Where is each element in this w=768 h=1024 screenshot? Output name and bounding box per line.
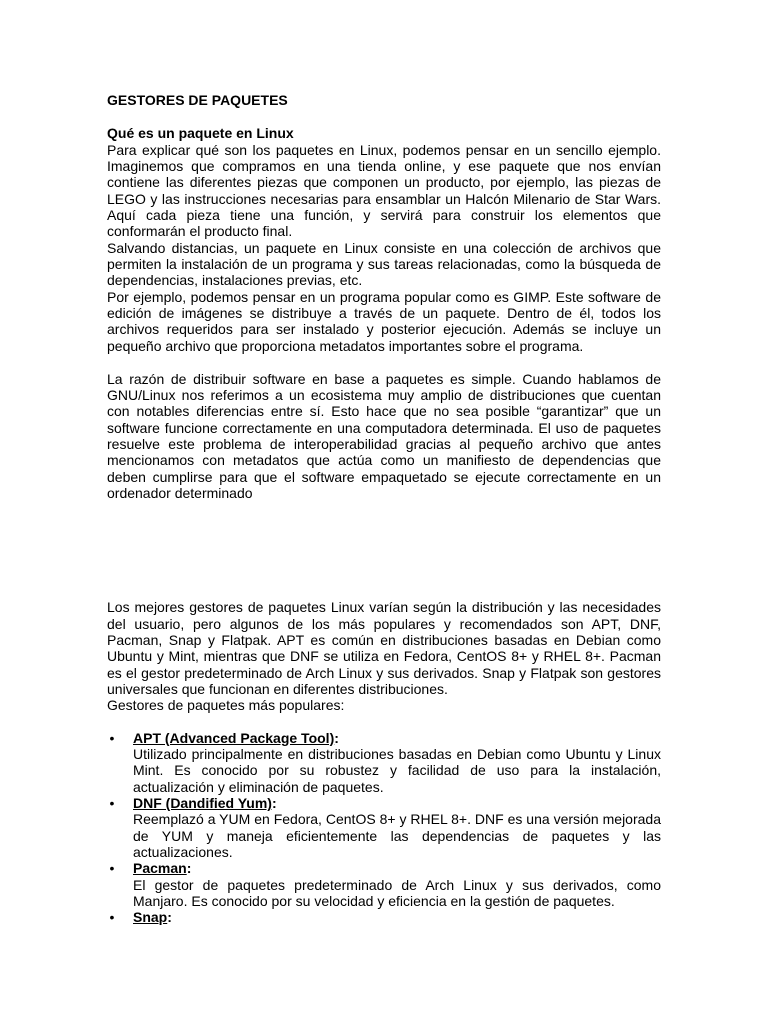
paragraph-intro-2: Salvando distancias, un paquete en Linux consiste en una colección de archivos que permiten la instalación de un programa y sus tareas relacionadas, como la búsqueda de dependencias, instalaciones previas, etc. xyxy=(107,239,661,289)
blank-line xyxy=(107,354,661,370)
document-page xyxy=(107,92,661,926)
list-item-snap xyxy=(107,909,661,925)
managers-list xyxy=(107,730,661,926)
paragraph-intro-3: Por ejemplo, podemos pensar en un programa popular como es GIMP. Este software de edición de imágenes se distribuye a través de un paquete. Dentro de él, todos los archivos requeridos para ser instalado y posterior ejecución. Además se incluye un pequeño archivo que proporciona metadatos importantes sobre el programa. xyxy=(107,288,661,354)
list-item-pacman xyxy=(107,860,661,909)
manager-colon: : xyxy=(186,860,192,877)
manager-name: Snap xyxy=(133,909,168,926)
bullet-icon: • xyxy=(109,909,115,926)
bullet-icon: • xyxy=(109,860,115,877)
section-heading: Qué es un paquete en Linux xyxy=(107,125,294,142)
manager-name: DNF (Dandified Yum) xyxy=(133,795,272,812)
list-intro: Gestores de paquetes más populares: xyxy=(107,697,345,714)
manager-name: APT (Advanced Package Tool) xyxy=(133,729,335,746)
paragraph-best-managers: Los mejores gestores de paquetes Linux varían según la distribución y las necesidades del usuario, pero algunos de los más populares y recomendados son APT, DNF, Pacman, Snap y Flatpak. APT es común en distribuciones basadas en Debian como Ubuntu y Mint, mientras que DNF se utiliza en Fedora, CentOS 8+ y RHEL 8+. Pacman es el gestor predeterminado de Arch Linux y sus derivados. Snap y Flatpak son gestores universales que funcionan en diferentes distribuciones. xyxy=(107,599,661,697)
manager-colon: : xyxy=(334,729,339,746)
manager-name: Pacman xyxy=(133,860,187,877)
bullet-icon: • xyxy=(109,729,115,746)
manager-description: El gestor de paquetes predeterminado de Arch Linux y sus derivados, como Manjaro. Es conocido por su velocidad y eficiencia en la gestión de paquetes. xyxy=(133,876,661,910)
manager-colon: : xyxy=(167,909,172,926)
list-item-dnf xyxy=(107,795,661,860)
paragraph-intro-1: Para explicar qué son los paquetes en Linux, podemos pensar en un sencillo ejemplo. Imaginemos que compramos en una tienda online, y ese paquete que nos envían contiene las diferentes piezas que componen un producto, por ejemplo, las piezas de LEGO y las instrucciones necesarias para ensamblar un Halcón Milenario de Star Wars. Aquí cada pieza tiene una función, y servirá para construir los elementos que conformarán el producto final. xyxy=(107,141,661,240)
manager-description: Utilizado principalmente en distribuciones basadas en Debian como Ubuntu y Linux Mint. Es conocido por su robustez y facilidad de uso para la instalación, actualización y eliminación de paquetes. xyxy=(133,746,661,795)
bullet-icon: • xyxy=(109,795,115,812)
document-title: GESTORES DE PAQUETES xyxy=(107,92,288,108)
list-item-apt xyxy=(107,730,661,795)
manager-description: Reemplazó a YUM en Fedora, CentOS 8+ y RHEL 8+. DNF es una versión mejorada de YUM y maneja eficientemente las dependencias de paquetes y las actualizaciones. xyxy=(133,811,661,861)
blank-space xyxy=(107,501,661,599)
paragraph-reason: La razón de distribuir software en base a paquetes es simple. Cuando hablamos de GNU/Linux nos referimos a un ecosistema muy amplio de distribuciones que cuentan con notables diferencias entre sí. Esto hace que no sea posible “garantizar” que un software funcione correctamente en una computadora determinada. El uso de paquetes resuelve este problema de interoperabilidad gracias al pequeño archivo que antes mencionamos con metadatos que actúa como un manifiesto de dependencias que deben cumplirse para que el software empaquetado se ejecute correctamente en un ordenador determinado xyxy=(107,370,661,501)
manager-colon: : xyxy=(271,795,277,812)
